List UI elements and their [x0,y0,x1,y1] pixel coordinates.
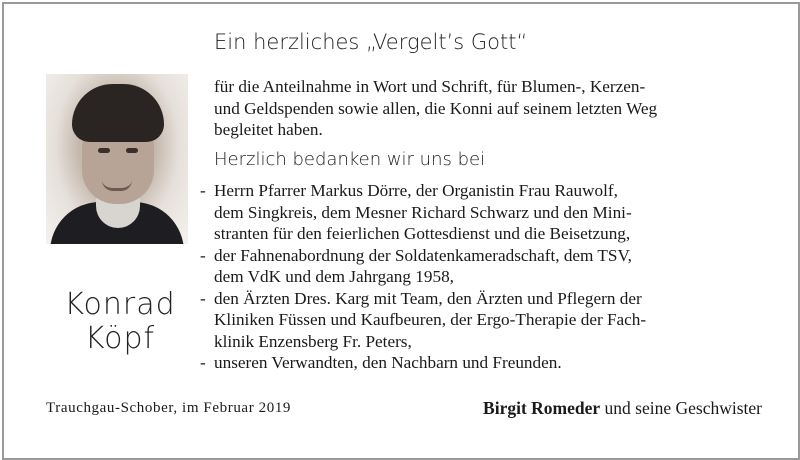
thanks-line: dem VdK und dem Jahrgang 1958, [214,267,454,286]
intro-line: begleitet haben. [214,120,323,139]
signature-name: Birgit Romeder [483,398,601,418]
portrait-eye-right [126,148,138,153]
thanks-line: den Ärzten Dres. Karg mit Team, den Ärzten und Pflegern der [214,288,642,308]
thanks-line: unseren Verwandten, den Nachbarn und Freunden. [214,353,562,372]
signature-rest: und seine Geschwister [600,398,762,418]
portrait-photo [46,74,188,244]
thanks-dash: - [200,181,206,200]
thanks-entry [200,180,790,245]
portrait-hair [72,84,164,142]
intro-text [214,76,780,141]
signature [483,398,762,419]
thanks-list [200,180,790,374]
intro-line: und Geldspenden sowie allen, die Konni auf seinem letzten Weg [214,98,658,118]
thanks-line: klinik Enzensberg Fr. Peters, [214,331,412,351]
thanks-line: Kliniken Füssen und Kaufbeuren, der Ergo-Therapie der Fach- [214,310,647,329]
headline: Ein herzliches „Vergelt’s Gott“ [214,30,528,54]
deceased-name [40,288,200,356]
thanks-line: stranten für den feierlichen Gottesdienst und die Beisetzung, [214,224,631,243]
deceased-last-name: Köpf [84,321,156,356]
deceased-first-name: Konrad [64,287,176,322]
thanks-entry [200,245,790,288]
subheadline: Herzlich bedanken wir uns bei [214,149,486,170]
place-date: Trauchgau-Schober, im Februar 2019 [46,400,292,416]
thanks-line: Herrn Pfarrer Markus Dörre, der Organistin Frau Rauwolf, [214,181,618,200]
thanks-dash: - [200,288,206,308]
thanks-dash: - [200,245,206,265]
thanks-line: dem Singkreis, dem Mesner Richard Schwarz und den Mini- [214,202,632,222]
portrait-eye-left [98,148,110,153]
intro-line: für die Anteilnahme in Wort und Schrift, für Blumen-, Kerzen- [214,77,646,96]
thanks-entry [200,352,790,374]
thanks-dash: - [200,353,206,372]
thanks-line: der Fahnenabordnung der Soldatenkameradschaft, dem TSV, [214,245,632,265]
thanks-entry [200,288,790,353]
